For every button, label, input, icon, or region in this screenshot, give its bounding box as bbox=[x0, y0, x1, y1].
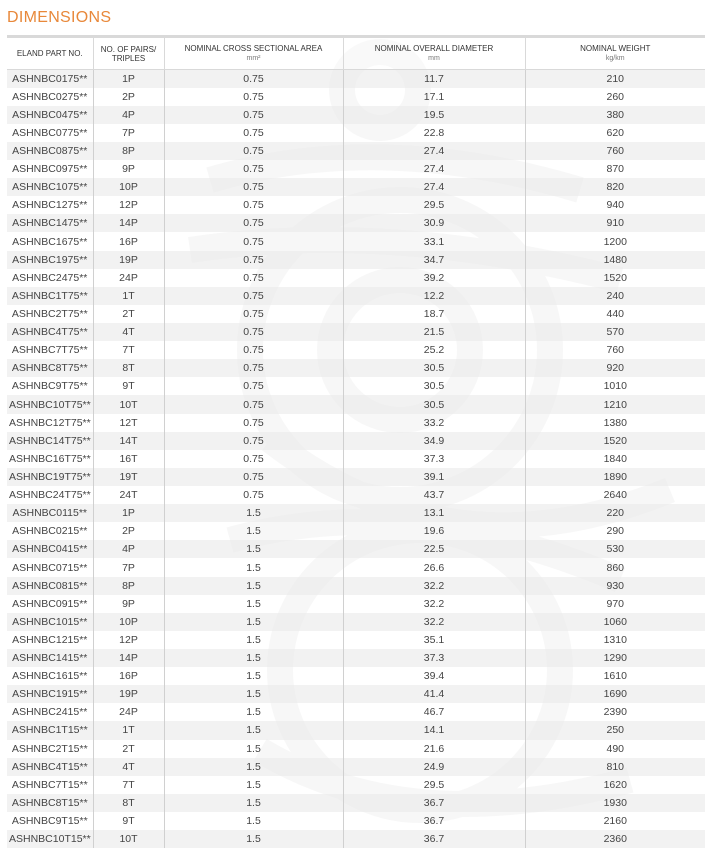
cell-diameter: 17.1 bbox=[343, 88, 525, 106]
cell-weight: 1620 bbox=[525, 776, 705, 794]
cell-pairs-triples: 14P bbox=[93, 649, 164, 667]
cell-cross-section: 1.5 bbox=[164, 703, 343, 721]
table-row bbox=[7, 269, 705, 287]
cell-cross-section: 1.5 bbox=[164, 667, 343, 685]
table-row bbox=[7, 740, 705, 758]
cell-cross-section: 1.5 bbox=[164, 830, 343, 848]
cell-cross-section: 0.75 bbox=[164, 196, 343, 214]
cell-weight: 490 bbox=[525, 740, 705, 758]
cell-part-no: ASHNBC9T75** bbox=[7, 377, 93, 395]
cell-weight: 1310 bbox=[525, 631, 705, 649]
cell-cross-section: 0.75 bbox=[164, 251, 343, 269]
table-row bbox=[7, 359, 705, 377]
cell-diameter: 22.5 bbox=[343, 540, 525, 558]
table-row bbox=[7, 287, 705, 305]
table-row bbox=[7, 124, 705, 142]
cell-diameter: 27.4 bbox=[343, 178, 525, 196]
table-row bbox=[7, 649, 705, 667]
cell-diameter: 29.5 bbox=[343, 196, 525, 214]
cell-pairs-triples: 4P bbox=[93, 540, 164, 558]
cell-diameter: 30.5 bbox=[343, 377, 525, 395]
cell-part-no: ASHNBC19T75** bbox=[7, 468, 93, 486]
cell-cross-section: 0.75 bbox=[164, 432, 343, 450]
table-row bbox=[7, 631, 705, 649]
cell-part-no: ASHNBC1215** bbox=[7, 631, 93, 649]
cell-part-no: ASHNBC1915** bbox=[7, 685, 93, 703]
cell-cross-section: 0.75 bbox=[164, 70, 343, 88]
cell-pairs-triples: 16T bbox=[93, 450, 164, 468]
cell-diameter: 21.6 bbox=[343, 740, 525, 758]
cell-pairs-triples: 7P bbox=[93, 558, 164, 576]
cell-diameter: 33.1 bbox=[343, 232, 525, 250]
cell-pairs-triples: 10T bbox=[93, 395, 164, 413]
cell-pairs-triples: 14P bbox=[93, 214, 164, 232]
header-pairs-triples bbox=[93, 37, 164, 70]
cell-cross-section: 0.75 bbox=[164, 178, 343, 196]
cell-diameter: 13.1 bbox=[343, 504, 525, 522]
cell-pairs-triples: 7T bbox=[93, 341, 164, 359]
cell-cross-section: 1.5 bbox=[164, 740, 343, 758]
cell-part-no: ASHNBC1075** bbox=[7, 178, 93, 196]
cell-part-no: ASHNBC0275** bbox=[7, 88, 93, 106]
table-row bbox=[7, 414, 705, 432]
cell-diameter: 36.7 bbox=[343, 794, 525, 812]
table-row bbox=[7, 70, 705, 88]
header-label: NOMINAL OVERALL DIAMETER bbox=[374, 44, 494, 53]
cell-part-no: ASHNBC12T75** bbox=[7, 414, 93, 432]
cell-weight: 1480 bbox=[525, 251, 705, 269]
table-row bbox=[7, 305, 705, 323]
table-row bbox=[7, 558, 705, 576]
cell-diameter: 41.4 bbox=[343, 685, 525, 703]
cell-weight: 240 bbox=[525, 287, 705, 305]
cell-pairs-triples: 19T bbox=[93, 468, 164, 486]
cell-weight: 870 bbox=[525, 160, 705, 178]
cell-weight: 380 bbox=[525, 106, 705, 124]
cell-diameter: 18.7 bbox=[343, 305, 525, 323]
cell-weight: 570 bbox=[525, 323, 705, 341]
cell-cross-section: 0.75 bbox=[164, 468, 343, 486]
cell-cross-section: 0.75 bbox=[164, 486, 343, 504]
header-cross-section bbox=[164, 37, 343, 70]
cell-cross-section: 1.5 bbox=[164, 558, 343, 576]
cell-part-no: ASHNBC0215** bbox=[7, 522, 93, 540]
table-row bbox=[7, 450, 705, 468]
cell-part-no: ASHNBC0875** bbox=[7, 142, 93, 160]
cell-weight: 970 bbox=[525, 595, 705, 613]
cell-diameter: 34.7 bbox=[343, 251, 525, 269]
cell-cross-section: 0.75 bbox=[164, 142, 343, 160]
table-row bbox=[7, 486, 705, 504]
cell-diameter: 35.1 bbox=[343, 631, 525, 649]
cell-weight: 1380 bbox=[525, 414, 705, 432]
cell-weight: 2390 bbox=[525, 703, 705, 721]
cell-weight: 2160 bbox=[525, 812, 705, 830]
cell-pairs-triples: 9P bbox=[93, 595, 164, 613]
cell-weight: 620 bbox=[525, 124, 705, 142]
cell-weight: 1210 bbox=[525, 395, 705, 413]
table-row bbox=[7, 214, 705, 232]
table-row bbox=[7, 468, 705, 486]
cell-diameter: 14.1 bbox=[343, 721, 525, 739]
cell-part-no: ASHNBC16T75** bbox=[7, 450, 93, 468]
cell-weight: 2640 bbox=[525, 486, 705, 504]
cell-diameter: 30.9 bbox=[343, 214, 525, 232]
cell-diameter: 36.7 bbox=[343, 830, 525, 848]
table-row bbox=[7, 323, 705, 341]
cell-cross-section: 0.75 bbox=[164, 450, 343, 468]
header-label: NO. OF PAIRS/ TRIPLES bbox=[100, 44, 157, 63]
cell-part-no: ASHNBC8T15** bbox=[7, 794, 93, 812]
cell-weight: 760 bbox=[525, 341, 705, 359]
cell-part-no: ASHNBC1675** bbox=[7, 232, 93, 250]
cell-diameter: 32.2 bbox=[343, 577, 525, 595]
cell-cross-section: 1.5 bbox=[164, 649, 343, 667]
cell-pairs-triples: 10P bbox=[93, 613, 164, 631]
cell-diameter: 39.1 bbox=[343, 468, 525, 486]
cell-pairs-triples: 8P bbox=[93, 142, 164, 160]
cell-part-no: ASHNBC4T15** bbox=[7, 758, 93, 776]
cell-part-no: ASHNBC2T75** bbox=[7, 305, 93, 323]
cell-cross-section: 0.75 bbox=[164, 395, 343, 413]
cell-diameter: 37.3 bbox=[343, 649, 525, 667]
cell-diameter: 33.2 bbox=[343, 414, 525, 432]
cell-weight: 1890 bbox=[525, 468, 705, 486]
cell-part-no: ASHNBC0715** bbox=[7, 558, 93, 576]
cell-part-no: ASHNBC0175** bbox=[7, 70, 93, 88]
cell-pairs-triples: 1T bbox=[93, 721, 164, 739]
cell-diameter: 39.4 bbox=[343, 667, 525, 685]
cell-cross-section: 0.75 bbox=[164, 160, 343, 178]
cell-weight: 1520 bbox=[525, 432, 705, 450]
cell-pairs-triples: 16P bbox=[93, 232, 164, 250]
cell-pairs-triples: 2T bbox=[93, 305, 164, 323]
table-row bbox=[7, 685, 705, 703]
header-part-no bbox=[7, 37, 93, 70]
cell-part-no: ASHNBC1T15** bbox=[7, 721, 93, 739]
table-row bbox=[7, 830, 705, 848]
cell-part-no: ASHNBC1475** bbox=[7, 214, 93, 232]
dimensions-table bbox=[7, 35, 705, 848]
cell-diameter: 12.2 bbox=[343, 287, 525, 305]
cell-part-no: ASHNBC4T75** bbox=[7, 323, 93, 341]
cell-pairs-triples: 7P bbox=[93, 124, 164, 142]
cell-cross-section: 0.75 bbox=[164, 377, 343, 395]
cell-part-no: ASHNBC24T75** bbox=[7, 486, 93, 504]
header-label: NOMINAL CROSS SECTIONAL AREA bbox=[184, 44, 323, 53]
cell-cross-section: 0.75 bbox=[164, 323, 343, 341]
cell-pairs-triples: 4T bbox=[93, 758, 164, 776]
table-row bbox=[7, 794, 705, 812]
cell-weight: 1930 bbox=[525, 794, 705, 812]
cell-weight: 1840 bbox=[525, 450, 705, 468]
table-row bbox=[7, 540, 705, 558]
cell-cross-section: 0.75 bbox=[164, 214, 343, 232]
header-unit: mm bbox=[428, 55, 440, 62]
cell-weight: 1610 bbox=[525, 667, 705, 685]
cell-weight: 1010 bbox=[525, 377, 705, 395]
cell-cross-section: 1.5 bbox=[164, 812, 343, 830]
table-row bbox=[7, 667, 705, 685]
table-row bbox=[7, 613, 705, 631]
table-body bbox=[7, 70, 705, 849]
cell-part-no: ASHNBC1615** bbox=[7, 667, 93, 685]
cell-cross-section: 1.5 bbox=[164, 631, 343, 649]
cell-pairs-triples: 10T bbox=[93, 830, 164, 848]
table-row bbox=[7, 395, 705, 413]
cell-part-no: ASHNBC1975** bbox=[7, 251, 93, 269]
header-unit: mm² bbox=[246, 55, 261, 62]
cell-weight: 930 bbox=[525, 577, 705, 595]
cell-diameter: 24.9 bbox=[343, 758, 525, 776]
cell-cross-section: 1.5 bbox=[164, 595, 343, 613]
cell-pairs-triples: 4P bbox=[93, 106, 164, 124]
cell-diameter: 21.5 bbox=[343, 323, 525, 341]
table-row bbox=[7, 232, 705, 250]
table-row bbox=[7, 595, 705, 613]
cell-cross-section: 1.5 bbox=[164, 522, 343, 540]
cell-pairs-triples: 14T bbox=[93, 432, 164, 450]
cell-part-no: ASHNBC2415** bbox=[7, 703, 93, 721]
cell-cross-section: 0.75 bbox=[164, 232, 343, 250]
cell-diameter: 30.5 bbox=[343, 359, 525, 377]
table-row bbox=[7, 196, 705, 214]
cell-diameter: 43.7 bbox=[343, 486, 525, 504]
table-row bbox=[7, 812, 705, 830]
cell-part-no: ASHNBC9T15** bbox=[7, 812, 93, 830]
cell-diameter: 32.2 bbox=[343, 613, 525, 631]
cell-pairs-triples: 10P bbox=[93, 178, 164, 196]
table-row bbox=[7, 142, 705, 160]
cell-cross-section: 0.75 bbox=[164, 124, 343, 142]
cell-pairs-triples: 2P bbox=[93, 522, 164, 540]
table-row bbox=[7, 758, 705, 776]
cell-part-no: ASHNBC7T75** bbox=[7, 341, 93, 359]
cell-diameter: 32.2 bbox=[343, 595, 525, 613]
cell-weight: 250 bbox=[525, 721, 705, 739]
cell-part-no: ASHNBC0475** bbox=[7, 106, 93, 124]
cell-diameter: 37.3 bbox=[343, 450, 525, 468]
cell-cross-section: 0.75 bbox=[164, 269, 343, 287]
cell-part-no: ASHNBC0115** bbox=[7, 504, 93, 522]
cell-weight: 940 bbox=[525, 196, 705, 214]
header-weight bbox=[525, 37, 705, 70]
cell-pairs-triples: 12P bbox=[93, 631, 164, 649]
cell-weight: 440 bbox=[525, 305, 705, 323]
cell-weight: 1060 bbox=[525, 613, 705, 631]
table-row bbox=[7, 577, 705, 595]
table-row bbox=[7, 703, 705, 721]
cell-diameter: 46.7 bbox=[343, 703, 525, 721]
cell-diameter: 19.5 bbox=[343, 106, 525, 124]
cell-weight: 260 bbox=[525, 88, 705, 106]
page-title: DIMENSIONS bbox=[7, 9, 112, 26]
cell-pairs-triples: 12T bbox=[93, 414, 164, 432]
cell-weight: 910 bbox=[525, 214, 705, 232]
cell-pairs-triples: 1T bbox=[93, 287, 164, 305]
cell-weight: 1520 bbox=[525, 269, 705, 287]
cell-part-no: ASHNBC1275** bbox=[7, 196, 93, 214]
cell-pairs-triples: 12P bbox=[93, 196, 164, 214]
cell-diameter: 30.5 bbox=[343, 395, 525, 413]
cell-weight: 1290 bbox=[525, 649, 705, 667]
cell-part-no: ASHNBC10T75** bbox=[7, 395, 93, 413]
cell-pairs-triples: 9T bbox=[93, 377, 164, 395]
cell-pairs-triples: 7T bbox=[93, 776, 164, 794]
header-unit: kg/km bbox=[605, 55, 625, 62]
cell-cross-section: 0.75 bbox=[164, 359, 343, 377]
cell-cross-section: 1.5 bbox=[164, 685, 343, 703]
cell-diameter: 25.2 bbox=[343, 341, 525, 359]
cell-diameter: 11.7 bbox=[343, 70, 525, 88]
cell-weight: 920 bbox=[525, 359, 705, 377]
cell-part-no: ASHNBC10T15** bbox=[7, 830, 93, 848]
cell-pairs-triples: 1P bbox=[93, 504, 164, 522]
cell-part-no: ASHNBC7T15** bbox=[7, 776, 93, 794]
table-row bbox=[7, 432, 705, 450]
header-label: ELAND PART NO. bbox=[16, 49, 83, 58]
cell-weight: 220 bbox=[525, 504, 705, 522]
cell-cross-section: 1.5 bbox=[164, 776, 343, 794]
cell-pairs-triples: 2P bbox=[93, 88, 164, 106]
cell-part-no: ASHNBC1415** bbox=[7, 649, 93, 667]
cell-cross-section: 0.75 bbox=[164, 88, 343, 106]
cell-part-no: ASHNBC0975** bbox=[7, 160, 93, 178]
cell-pairs-triples: 8T bbox=[93, 359, 164, 377]
table-row bbox=[7, 106, 705, 124]
cell-part-no: ASHNBC1015** bbox=[7, 613, 93, 631]
cell-cross-section: 0.75 bbox=[164, 414, 343, 432]
cell-diameter: 27.4 bbox=[343, 160, 525, 178]
cell-pairs-triples: 1P bbox=[93, 70, 164, 88]
cell-pairs-triples: 2T bbox=[93, 740, 164, 758]
cell-weight: 820 bbox=[525, 178, 705, 196]
table-row bbox=[7, 341, 705, 359]
table-row bbox=[7, 522, 705, 540]
cell-diameter: 22.8 bbox=[343, 124, 525, 142]
table-row bbox=[7, 776, 705, 794]
cell-weight: 210 bbox=[525, 70, 705, 88]
cell-cross-section: 1.5 bbox=[164, 758, 343, 776]
cell-pairs-triples: 19P bbox=[93, 685, 164, 703]
header-label: NOMINAL WEIGHT bbox=[580, 44, 651, 53]
cell-part-no: ASHNBC0415** bbox=[7, 540, 93, 558]
cell-cross-section: 1.5 bbox=[164, 721, 343, 739]
cell-pairs-triples: 4T bbox=[93, 323, 164, 341]
cell-part-no: ASHNBC2475** bbox=[7, 269, 93, 287]
table-header-row bbox=[7, 37, 705, 70]
cell-cross-section: 1.5 bbox=[164, 504, 343, 522]
cell-weight: 810 bbox=[525, 758, 705, 776]
cell-pairs-triples: 24P bbox=[93, 703, 164, 721]
table-row bbox=[7, 251, 705, 269]
cell-part-no: ASHNBC2T15** bbox=[7, 740, 93, 758]
table-row bbox=[7, 88, 705, 106]
cell-weight: 1690 bbox=[525, 685, 705, 703]
cell-cross-section: 1.5 bbox=[164, 540, 343, 558]
cell-cross-section: 1.5 bbox=[164, 613, 343, 631]
table-row bbox=[7, 178, 705, 196]
cell-part-no: ASHNBC0775** bbox=[7, 124, 93, 142]
table-row bbox=[7, 160, 705, 178]
cell-diameter: 29.5 bbox=[343, 776, 525, 794]
cell-weight: 760 bbox=[525, 142, 705, 160]
cell-pairs-triples: 8P bbox=[93, 577, 164, 595]
cell-weight: 2360 bbox=[525, 830, 705, 848]
cell-weight: 290 bbox=[525, 522, 705, 540]
cell-diameter: 27.4 bbox=[343, 142, 525, 160]
cell-cross-section: 0.75 bbox=[164, 287, 343, 305]
cell-weight: 530 bbox=[525, 540, 705, 558]
table-row bbox=[7, 504, 705, 522]
cell-diameter: 26.6 bbox=[343, 558, 525, 576]
cell-pairs-triples: 9P bbox=[93, 160, 164, 178]
cell-diameter: 36.7 bbox=[343, 812, 525, 830]
cell-part-no: ASHNBC0815** bbox=[7, 577, 93, 595]
cell-pairs-triples: 24T bbox=[93, 486, 164, 504]
cell-pairs-triples: 8T bbox=[93, 794, 164, 812]
cell-cross-section: 1.5 bbox=[164, 577, 343, 595]
cell-part-no: ASHNBC8T75** bbox=[7, 359, 93, 377]
cell-cross-section: 1.5 bbox=[164, 794, 343, 812]
table-row bbox=[7, 721, 705, 739]
cell-part-no: ASHNBC14T75** bbox=[7, 432, 93, 450]
cell-weight: 860 bbox=[525, 558, 705, 576]
cell-cross-section: 0.75 bbox=[164, 305, 343, 323]
cell-diameter: 34.9 bbox=[343, 432, 525, 450]
cell-part-no: ASHNBC0915** bbox=[7, 595, 93, 613]
cell-cross-section: 0.75 bbox=[164, 106, 343, 124]
cell-pairs-triples: 24P bbox=[93, 269, 164, 287]
table-row bbox=[7, 377, 705, 395]
cell-pairs-triples: 16P bbox=[93, 667, 164, 685]
cell-diameter: 39.2 bbox=[343, 269, 525, 287]
cell-pairs-triples: 9T bbox=[93, 812, 164, 830]
cell-diameter: 19.6 bbox=[343, 522, 525, 540]
cell-cross-section: 0.75 bbox=[164, 341, 343, 359]
cell-weight: 1200 bbox=[525, 232, 705, 250]
cell-part-no: ASHNBC1T75** bbox=[7, 287, 93, 305]
cell-pairs-triples: 19P bbox=[93, 251, 164, 269]
header-overall-diameter bbox=[343, 37, 525, 70]
